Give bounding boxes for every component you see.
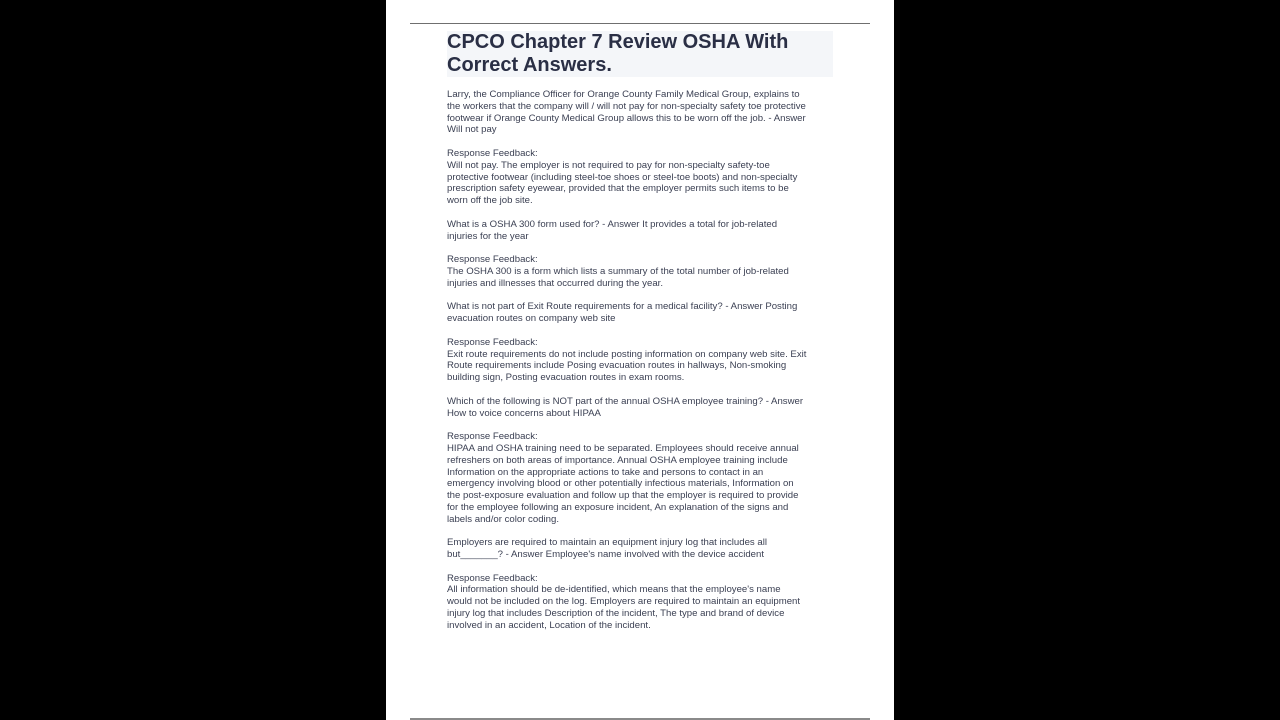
response-feedback-block: [447, 431, 837, 525]
text-line: emergency involving blood or other potentially infectious materials, Information on: [447, 478, 794, 490]
text-line: What is not part of Exit Route requirements for a medical facility? - Answer Posting: [447, 301, 798, 313]
question-answer-block: [447, 301, 837, 325]
text-line: Will not pay. The employer is not required to pay for non-specialty safety-toe: [447, 159, 770, 171]
text-line: protective footwear (including steel-toe shoes or steel-toe boots) and non-specialty: [447, 171, 798, 183]
text-line: Information on the appropriate actions to take and persons to contact in an: [447, 466, 764, 478]
title-line: Correct Answers.: [447, 54, 612, 76]
text-line: but_______? - Answer Employee's name involved with the device accident: [447, 549, 765, 561]
response-feedback-block: [447, 254, 837, 289]
text-line: The OSHA 300 is a form which lists a summary of the total number of job-related: [447, 265, 789, 277]
text-line: worn off the job site.: [447, 195, 533, 207]
text-line: evacuation routes on company web site: [447, 313, 616, 325]
question-answer-block: [447, 537, 837, 561]
text-line: prescription safety eyewear, provided that the employer permits such items to be: [447, 183, 789, 195]
text-line: refreshers on both areas of importance. Annual OSHA employee training include: [447, 454, 788, 466]
text-line: Will not pay: [447, 124, 497, 136]
document-body: [447, 89, 837, 643]
document-title: [447, 31, 833, 77]
text-line: Exit route requirements do not include posting information on company web site. Exit: [447, 348, 807, 360]
feedback-label: Response Feedback:: [447, 254, 538, 266]
text-line: injury log that includes Description of the incident, The type and brand of device: [447, 608, 785, 620]
feedback-label: Response Feedback:: [447, 336, 538, 348]
feedback-label: Response Feedback:: [447, 147, 538, 159]
text-line: building sign, Posting evacuation routes in exam rooms.: [447, 372, 685, 384]
text-line: for the employee following an exposure incident, An explanation of the signs and: [447, 501, 789, 513]
text-line: injuries for the year: [447, 230, 529, 242]
text-line: Larry, the Compliance Officer for Orange County Family Medical Group, explains to: [447, 89, 800, 100]
text-line: would not be included on the log. Employers are required to maintain an equipment: [447, 596, 801, 608]
feedback-label: Response Feedback:: [447, 431, 538, 443]
question-answer-block: [447, 396, 837, 420]
text-line: Employers are required to maintain an equipment injury log that includes all: [447, 537, 767, 549]
response-feedback-block: [447, 148, 837, 207]
response-feedback-block: [447, 573, 837, 632]
text-line: All information should be de-identified, which means that the employee's name: [447, 584, 781, 596]
text-line: the post-exposure evaluation and follow up that the employer is required to provide: [447, 490, 799, 502]
question-answer-block: [447, 219, 837, 243]
text-line: HIPAA and OSHA training need to be separated. Employees should receive annual: [447, 442, 799, 454]
question-answer-block: [447, 89, 837, 136]
header-rule: [410, 23, 870, 24]
text-line: footwear if Orange County Medical Group allows this to be worn off the job. - Answer: [447, 112, 806, 124]
text-line: injuries and illnesses that occurred during the year.: [447, 277, 663, 289]
text-line: Which of the following is NOT part of the annual OSHA employee training? - Answer: [447, 395, 804, 407]
text-line: How to voice concerns about HIPAA: [447, 407, 601, 419]
text-line: involved in an accident, Location of the incident.: [447, 619, 651, 631]
text-line: the workers that the company will / will not pay for non-specialty safety toe protective: [447, 100, 806, 112]
title-line: CPCO Chapter 7 Review OSHA With: [447, 31, 789, 53]
text-line: labels and/or color coding.: [447, 513, 559, 525]
document-page: [386, 0, 894, 720]
response-feedback-block: [447, 337, 837, 384]
text-line: What is a OSHA 300 form used for? - Answer It provides a total for job-related: [447, 218, 778, 230]
text-line: Route requirements include Posing evacuation routes in hallways, Non-smoking: [447, 360, 787, 372]
feedback-label: Response Feedback:: [447, 572, 538, 584]
